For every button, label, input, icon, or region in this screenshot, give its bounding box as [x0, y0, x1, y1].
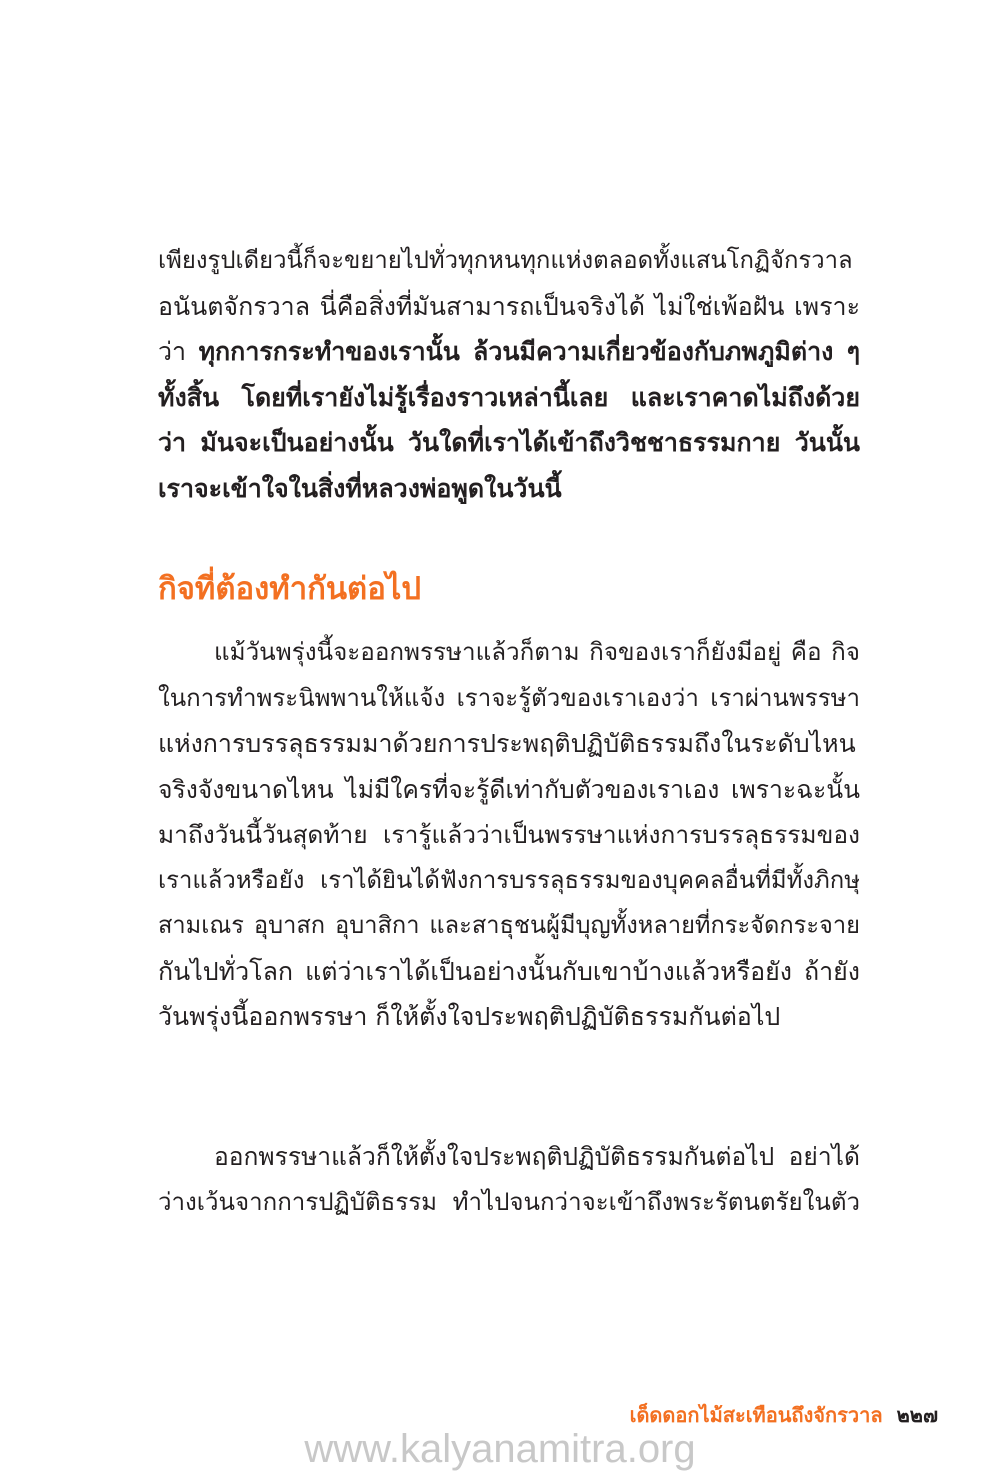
text-line: จริงจังขนาดไหน ไม่มีใครที่จะรู้ดีเท่ากับตัวของเราเอง เพราะฉะนั้น: [158, 774, 860, 804]
text-line-mixed: [158, 329, 860, 375]
bold-text-line: ว่า มันจะเป็นอย่างนั้น วันใดที่เราได้เข้าถึงวิชชาธรรมกาย วันนั้น: [158, 428, 860, 457]
text-line: กันไปทั่วโลก แต่ว่าเราได้เป็นอย่างนั้นกับเขาบ้างแล้วหรือยัง ถ้ายัง: [158, 956, 860, 986]
text-line: วันพรุ่งนี้ออกพรรษา ก็ให้ตั้งใจประพฤติปฏิบัติธรรมกันต่อไป: [158, 1002, 781, 1031]
text-line: ออกพรรษาแล้วก็ให้ตั้งใจประพฤติปฏิบัติธรรมกันต่อไป อย่าได้: [214, 1142, 860, 1171]
text-line: มาถึงวันนี้วันสุดท้าย เรารู้แล้วว่าเป็นพรรษาแห่งการบรรลุธรรมของ: [158, 820, 860, 849]
text-line: เพียงรูปเดียวนี้ก็จะขยายไปทั่วทุกหนทุกแห่งตลอดทั้งแสนโกฏิจักรวาล: [158, 246, 853, 274]
text-line: แม้วันพรุ่งนี้จะออกพรรษาแล้วก็ตาม กิจของเราก็ยังมีอยู่ คือ กิจ: [214, 638, 860, 666]
bold-text-line: ทั้งสิ้น โดยที่เรายังไม่รู้เรื่องราวเหล่านี้เลย และเราคาดไม่ถึงด้วย: [158, 382, 860, 412]
section-heading: กิจที่ต้องทำกันต่อไป: [158, 571, 422, 607]
paragraph-3: [158, 1134, 860, 1225]
text-line: ว่างเว้นจากการปฏิบัติธรรม ทำไปจนกว่าจะเข้าถึงพระรัตนตรัยในตัว: [158, 1187, 860, 1216]
text-line: อนันตจักรวาล นี่คือสิ่งที่มันสามารถเป็นจริงได้ ไม่ใช่เพ้อฝัน เพราะ: [158, 291, 860, 321]
book-title: เด็ดดอกไม้สะเทือนถึงจักรวาล: [629, 1403, 883, 1427]
text-span: ว่า: [158, 337, 199, 366]
paragraph-1: [158, 238, 860, 511]
text-line: แห่งการบรรลุธรรมมาด้วยการประพฤติปฏิบัติธรรมถึงในระดับไหน: [158, 729, 856, 758]
watermark-url: www.kalyanamitra.org: [304, 1427, 696, 1471]
bold-text-span: ทุกการกระทำของเรานั้น ล้วนมีความเกี่ยวข้องกับภพภูมิต่าง ๆ: [198, 337, 860, 366]
bold-text-line: เราจะเข้าใจในสิ่งที่หลวงพ่อพูดในวันนี้: [158, 473, 562, 503]
text-line: เราแล้วหรือยัง เราได้ยินได้ฟังการบรรลุธรรมของบุคคลอื่นที่มีทั้งภิกษุ: [158, 865, 860, 894]
text-line: สามเณร อุบาสก อุบาสิกา และสาธุชนผู้มีบุญทั้งหลายที่กระจัดกระจาย: [158, 911, 860, 939]
paragraph-2: [158, 630, 860, 1040]
text-line: ในการทำพระนิพพานให้แจ้ง เราจะรู้ตัวของเราเองว่า เราผ่านพรรษา: [158, 683, 860, 712]
page-number: ๒๒๗: [896, 1403, 938, 1427]
